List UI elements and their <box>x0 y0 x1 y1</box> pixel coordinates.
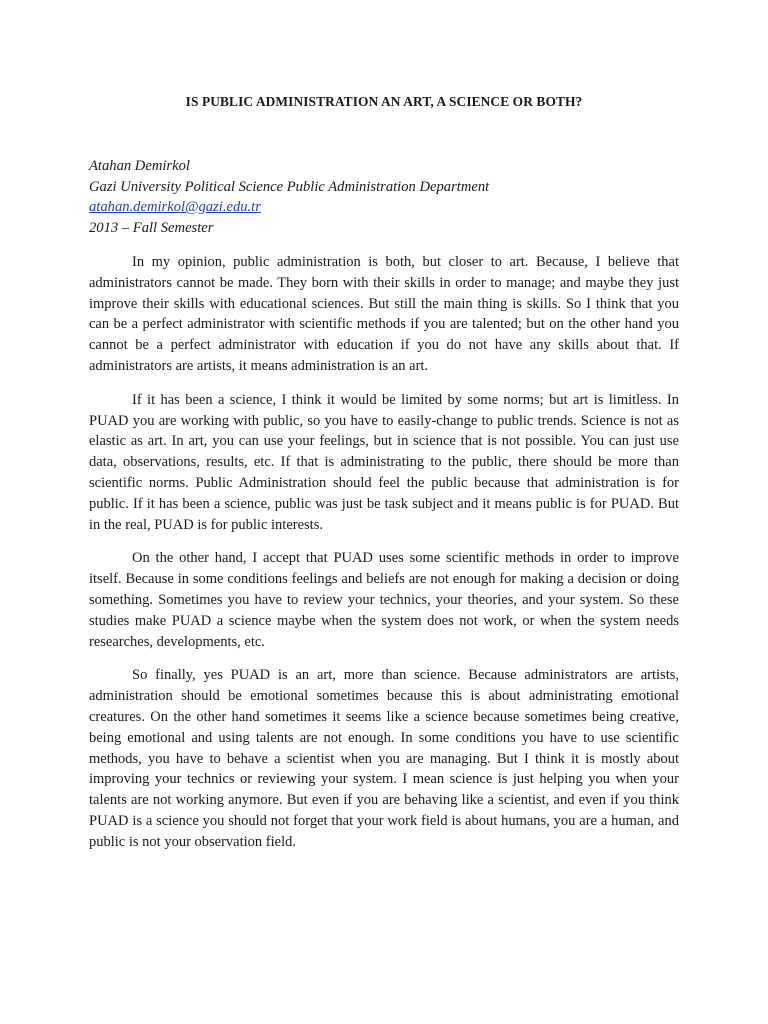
author-affiliation: Gazi University Political Science Public Administration Department <box>89 178 490 195</box>
paragraph: If it has been a science, I think it would be limited by some norms; but art is limitless. In PUAD you are working with public, so you have to easily-change to public trends. Science is not as elastic as art. In art, you can use your feelings, but in science that is not possible. You can just use data, observations, results, etc. If that is administrating to the public, there should be more than scientific norms. Public Administration should feel the public because that administration is for public. If it has been a science, public was just be task subject and it means public is for PUAD. But in the real, PUAD is for public interests. <box>89 391 679 533</box>
paragraph: On the other hand, I accept that PUAD uses some scientific methods in order to improve itself. Because in some conditions feelings and beliefs are not enough for making a decision or doing something. Sometimes you have to review your technics, your theories, and your system. So these studies make PUAD a science maybe when the system does not work, or when the system needs researches, developments, etc. <box>89 550 679 650</box>
document-title: IS PUBLIC ADMINISTRATION AN ART, A SCIENCE OR BOTH? <box>185 94 583 109</box>
paragraph: In my opinion, public administration is both, but closer to art. Because, I believe that administrators cannot be made. They born with their skills in order to manage; and maybe they just improve their skills with educational sciences. But still the main thing is skills. So I think that you can be a perfect administrator with scientific methods if you are talented; but on the other hand you cannot be a perfect administrator with education if you do not have any skills about that. If administrators are artists, it means administration is an art. <box>89 254 679 374</box>
author-block <box>89 156 689 238</box>
document-body <box>89 252 679 866</box>
paragraph: So finally, yes PUAD is an art, more than science. Because administrators are artists, administration should be emotional sometimes because this is about administrating emotional creatures. On the other hand sometimes it seems like a science because sometimes being creative, being emotional and using talents are not enough. In some conditions you have to use scientific methods, you have to behave a scientist when you are managing. But I think it is mostly about improving your technics or reviewing your system. I mean science is just helping you when your talents are not working anymore. But even if you are behaving like a scientist, and even if you think PUAD is a science you should not forget that your work field is about humans, you are a human, and public is not your observation field. <box>89 667 679 850</box>
author-email-link[interactable]: atahan.demirkol@gazi.edu.tr <box>89 199 261 215</box>
semester-label: 2013 – Fall Semester <box>89 219 214 236</box>
author-name: Atahan Demirkol <box>89 158 190 174</box>
